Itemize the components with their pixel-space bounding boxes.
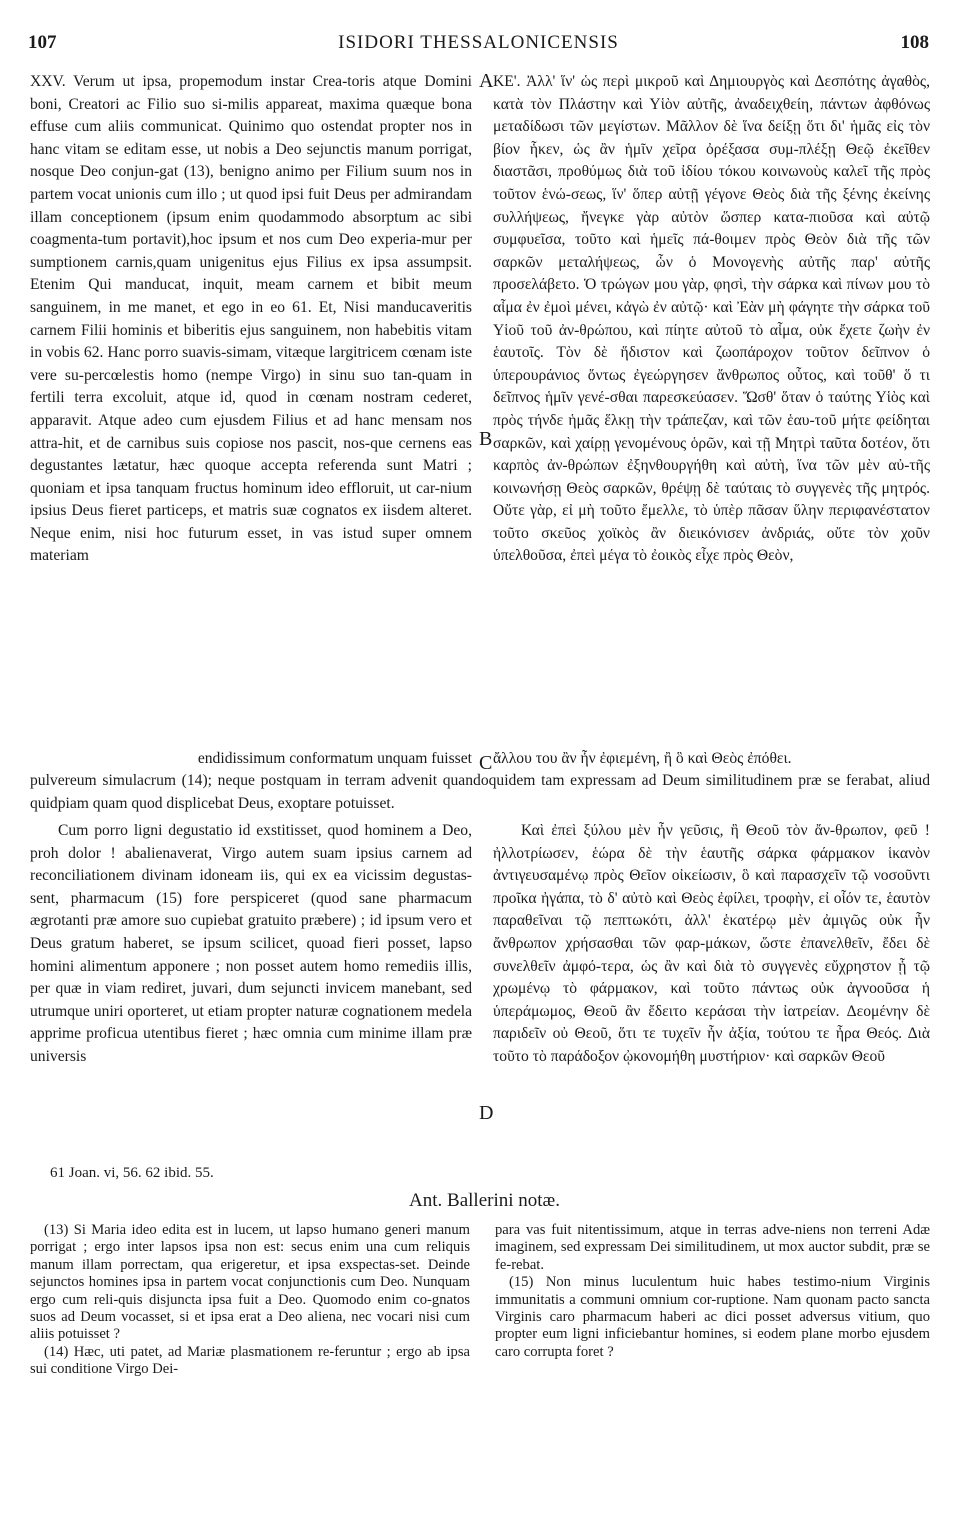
note-14-continued: para vas fuit nitentissimum, atque in terras adve-niens non terreni Adæ imaginem, sed expressam Dei similitudinem, ut mox auctor subdit, præ se fe-rebat. — [495, 1222, 930, 1273]
latin-paragraph-25: XXV. Verum ut ipsa, propemodum instar Crea-toris atque Domini boni, Creatori ac Filio suo si-milis appareat, maxima quæque bona effuse cum aliis communicat. Quinimo quo ostendat propter nos in hanc vitam se editam esse, ut nobis a Deo sejunctis manum porrigat, nosque Deo conjun-gat (13), benigno animo per Filium suum nos in partem vocat unionis cum illo ; ut quod ipsi fuit Deus per admirandam illam conceptionem (ipsum enim quodammodo absorptum ac sibi coagmenta-tum portavit),hoc ipsum et nos cum Deo experia-mur per sumptionem carnis,quam unigenitus ejus Filius ex ipsa assumpsit. Etenim Qui manducat, inquit, meam carnem et bibit meum sanguinem, in me manet, et ego in eo 61. Et, Nisi manducaveritis carnem Filii hominis et biberitis ejus sanguinem, non habebitis vitam in vobis 62. Hanc porro suavis-simam, vitæque largitricem cœnam iste vere su-percœlestis homo (nempe Virgo) in sinu suo tan-quam in fertili terra excoluit, atque id, quod in cœnam nostram cederet, apparavit. Atque adeo cum ejusdem Filius et ad hanc mensam nos attra-hit, et de carnibus suis copiose nos pascit, nos-que cernens eas degustantes lætatur, hæc quoque accepta referenda sunt Matri ; quoniam et ipsa tanquam fructus hominum ideo effloruit, ut car-nium ipsius Deus fieret particeps, et matris suæ cognatos ex iisdem alteret. Neque enim, nisi hoc futurum esset, in vas istud super omnem materiam — [30, 73, 472, 565]
note-15: (15) Non minus luculentum huic habes testimo-nium Virginis immunitatis a communi omnium cor-ruptione. Nam quonam pacto sancta Virginis caro pharmacum haberi ac dici posset adversus vitium, quo propter eum ligni inficiebantur homines, si eodem plane morbo ejusdem caro corrupta foret ? — [495, 1274, 930, 1360]
margin-letter-a: A — [479, 70, 494, 92]
note-14: (14) Hæc, uti patet, ad Mariæ plasmationem re-feruntur ; ergo ab ipsa sui conditione Virgo Dei- — [30, 1343, 470, 1378]
greek-bridge-line — [493, 748, 930, 771]
greek-column-lower — [493, 820, 930, 1069]
page-number-right: 108 — [900, 32, 929, 53]
greek-column-upper — [493, 71, 930, 568]
full-width-latin-lines — [30, 770, 930, 815]
latin-column-upper — [30, 71, 472, 568]
latin-paragraph-cum-porro: Cum porro ligni degustatio id exstitisset, quod hominem a Deo, proh dolor ! abalienaverat, Virgo autem suam ipsius carnem ad reconciliationem divinam idoneam iis, qui ex ea vicissim degustas-sent, pharmacum (15) fore perspiceret (quod sane pharmacum ægrotanti præ amore suo cupiebat gratuito præbere) ; id ipsum vero et Deus gratum haberet, se ipsum scilicet, quoad fieri posset, lapso homini alimentum apponere ; non posset autem homo remediis illis, per quæ in viam rediret, juvari, dum sejuncti invicem manebant, sed utrumque uniri oporteret, ut etiam propter naturæ cognationem medela apprime proficua utentibus fieret ; hæc omnia cum minime illam præ universis — [30, 822, 472, 1065]
page-header — [28, 32, 929, 58]
latin-bridge-text: endidissimum conformatum unquam fuisset — [197, 750, 472, 767]
page-number-left: 107 — [28, 32, 57, 53]
greek-paragraph-25: ΚΕ'. Ἀλλ' ἵν' ὡς περὶ μικροῦ καὶ Δημιουργὸς καὶ Δεσπότης ἀγαθὸς, κατὰ τὸν Πλάστην καὶ Υἱὸν αὐτῆς, ἀναδειχθείη, πάντων ἀφθόνως μεταδίδωσι τῶν μεγίστων. Μᾶλλον δὲ ἵνα δείξῃ ὅτι δι' ἡμᾶς εἰς τὸν βίον ἧκεν, ὡς ἂν ἡμῖν χεῖρα ὀρέξασα συμ-πλέξῃ Θεῷ ἐκεῖθεν διαστᾶσι, προθύμως διὰ τοῦ ἰδίου τόκου κοινωνοὺς καλεῖ τῆς πρὸς τοῦτον ἑνώ-σεως, ἵν' ὅπερ αὐτῇ γέγονε Θεὸς διὰ τῆς ξένης ἐκείνης συλλήψεως, ἤνεγκε γὰρ αὐτὸν ὥσπερ κατα-πιοῦσα καὶ αὐτῷ συμφυεῖσα, τοῦτο καὶ ἡμεῖς πά-θοιμεν πρὸς Θεὸν διὰ τῆς τῶν σαρκῶν μεταλήψεως, ὧν ὁ Μονογενὴς αὐτῆς παρ' αὐτῆς προσελάβετο. Ὁ τρώγων μου γὰρ, φησὶ, τὴν σάρκα καὶ πίνων μου τὸ αἷμα ἐν ἐμοὶ μένει, κἀγὼ ἐν αὐτῷ· καὶ Ἐὰν μὴ φάγητε τὴν σάρκα τοῦ Υἱοῦ τοῦ ἀν-θρώπου, καὶ πίητε αὐτοῦ τὸ αἷμα, οὐκ ἔχετε ζωὴν ἐν ἑαυτοῖς. Τὸν δὲ ἥδιστον καὶ ζωοπάροχον τοῦτον δεῖπνον ὁ ὑπερουράνιος ὄντως ἐγεώργησεν ἄνθρωπος οὗτος, καὶ τοῦθ' ὅ τι δεῖπνος ἡμῖν γενέ-σθαι παρεσκεύασεν. Ὥσθ' ὅταν ὁ ταύτης Υἱὸς καὶ πρὸς τήνδε ἡμᾶς ἕλκῃ τὴν τράπεζαν, καὶ τῶν ἑαυ-τοῦ μήτε φείδηται σαρκῶν, καὶ χαίρῃ γενομένους ὁρῶν, καὶ τῇ Μητρὶ ταῦτα δοτέον, ὅτι καρπὸς ἀν-θρώπων ἐξηνθουργήθη καὶ αὐτὴ, ἵνα τῶν μὲν αὐ-τῆς κοινωνήσῃ Θεὸς σαρκῶν, θρέψῃ δὲ ταύταις τὸ συγγενὲς τῆς μητρός. Οὔτε γὰρ, εἰ μὴ τοῦτο ἔμελλε, τὸ ὑπὲρ πᾶσαν ὕλην περιφανέστατον τοῦτο σκεῦος χοϊκὸς ἂν διεικόνισεν ἀνδριάς, οὔτε τὸν χοῦν ὑπελθοῦσα, ἐπεὶ μέγα τὸ ἐοικὸς εἶχε πρὸς Θεὸν, — [493, 73, 930, 565]
margin-letter-c: C — [479, 752, 493, 774]
running-title: ISIDORI THESSALONICENSIS — [338, 32, 619, 53]
full-width-text: pulvereum simulacrum (14); neque postquam in terram advenit quandoquidem tam expressam ad Deum similitudinem præ se ferabat, aliud quidpiam quam quod displicebat Deus, exoptare potuisset. — [30, 772, 930, 812]
note-13: (13) Si Maria ideo edita est in lucem, ut lapso humano generi manum porrigat ; ergo inter lapsos ipsa non est: secus enim una cum reliquis manum illam porrectam, qua erigeretur, et ipsa exspectas-set. Deinde sejunctos homines ipsa in partem vocat conjunctionis cum Deo. Nunquam ergo cum reli-quis disjuncta ipsa fuit a Deo. Quomodo enim co-gnatos suos ad Deum vocasset, si et ipsa erat a Deo aliena, nec vocari nisi cum aliis potuisset ? — [30, 1222, 470, 1343]
latin-bridge-line — [30, 748, 472, 771]
scripture-footnote: 61 Joan. vi, 56. 62 ibid. 55. — [50, 1165, 214, 1181]
notes-title: Ant. Ballerini notæ. — [409, 1190, 560, 1211]
margin-letter-d: D — [479, 1102, 494, 1124]
latin-column-lower — [30, 820, 472, 1069]
margin-letter-b: B — [479, 428, 493, 450]
notes-right-column — [495, 1222, 930, 1361]
greek-paragraph-kai-epei: Καὶ ἐπεὶ ξύλου μὲν ἦν γεῦσις, ἣ Θεοῦ τὸν ἄν-θρωπον, φεῦ ! ἠλλοτρίωσεν, ἑώρα δὲ τὴν ἑαυτῆς σάρκα φάρμακον ἱκανὸν ἀντιγευσαμένῳ πρὸς Θεῖον οἰκείωσιν, ὃ καὶ παρασχεῖν τῷ νοσοῦντι προῖκα ἠγάπα, τὸ δ' αὐτὸ καὶ Θεὸς ἐφίλει, τροφὴν, εἰ οἷόν τε, ἑαυτὸν παραθεῖναι τῷ πεπτωκότι, ἀλλ' ἑκατέρῳ μὲν ἀμιγῶς οὐκ ἦν ἄνθρωπον χρήσασθαι τῶν φαρ-μάκων, ὥστε ἐπανελθεῖν, ἔδει δὲ συνελθεῖν ἀμφό-τερα, ὡς ἂν καὶ διὰ τὸ συγγενὲς εὔχρηστον ᾖ τῷ χρωμένῳ τὸ φάρμακον, καὶ τοῦτο πάντως οὐκ ἀγνοοῦσα ἡ ὑπεράμωμος, Θεοῦ ἂν ἔδειτο κεράσαι τὴν ἰατρείαν. Δεομένην δὲ παριδεῖν οὐ Θεοῦ, ὅτι τε τυχεῖν ἦν ἀξία, τούτου τε ἦρα Θεός. Διὰ τοῦτο τὸ παράδοξον ᾠκονομήθη μυστήριον· καὶ σαρκῶν Θεοῦ — [493, 822, 930, 1065]
notes-left-column — [30, 1222, 470, 1379]
greek-bridge-text: ἄλλου του ἂν ἦν ἐφιεμένη, ἢ ὃ καὶ Θεὸς ἐπόθει. — [493, 750, 792, 767]
